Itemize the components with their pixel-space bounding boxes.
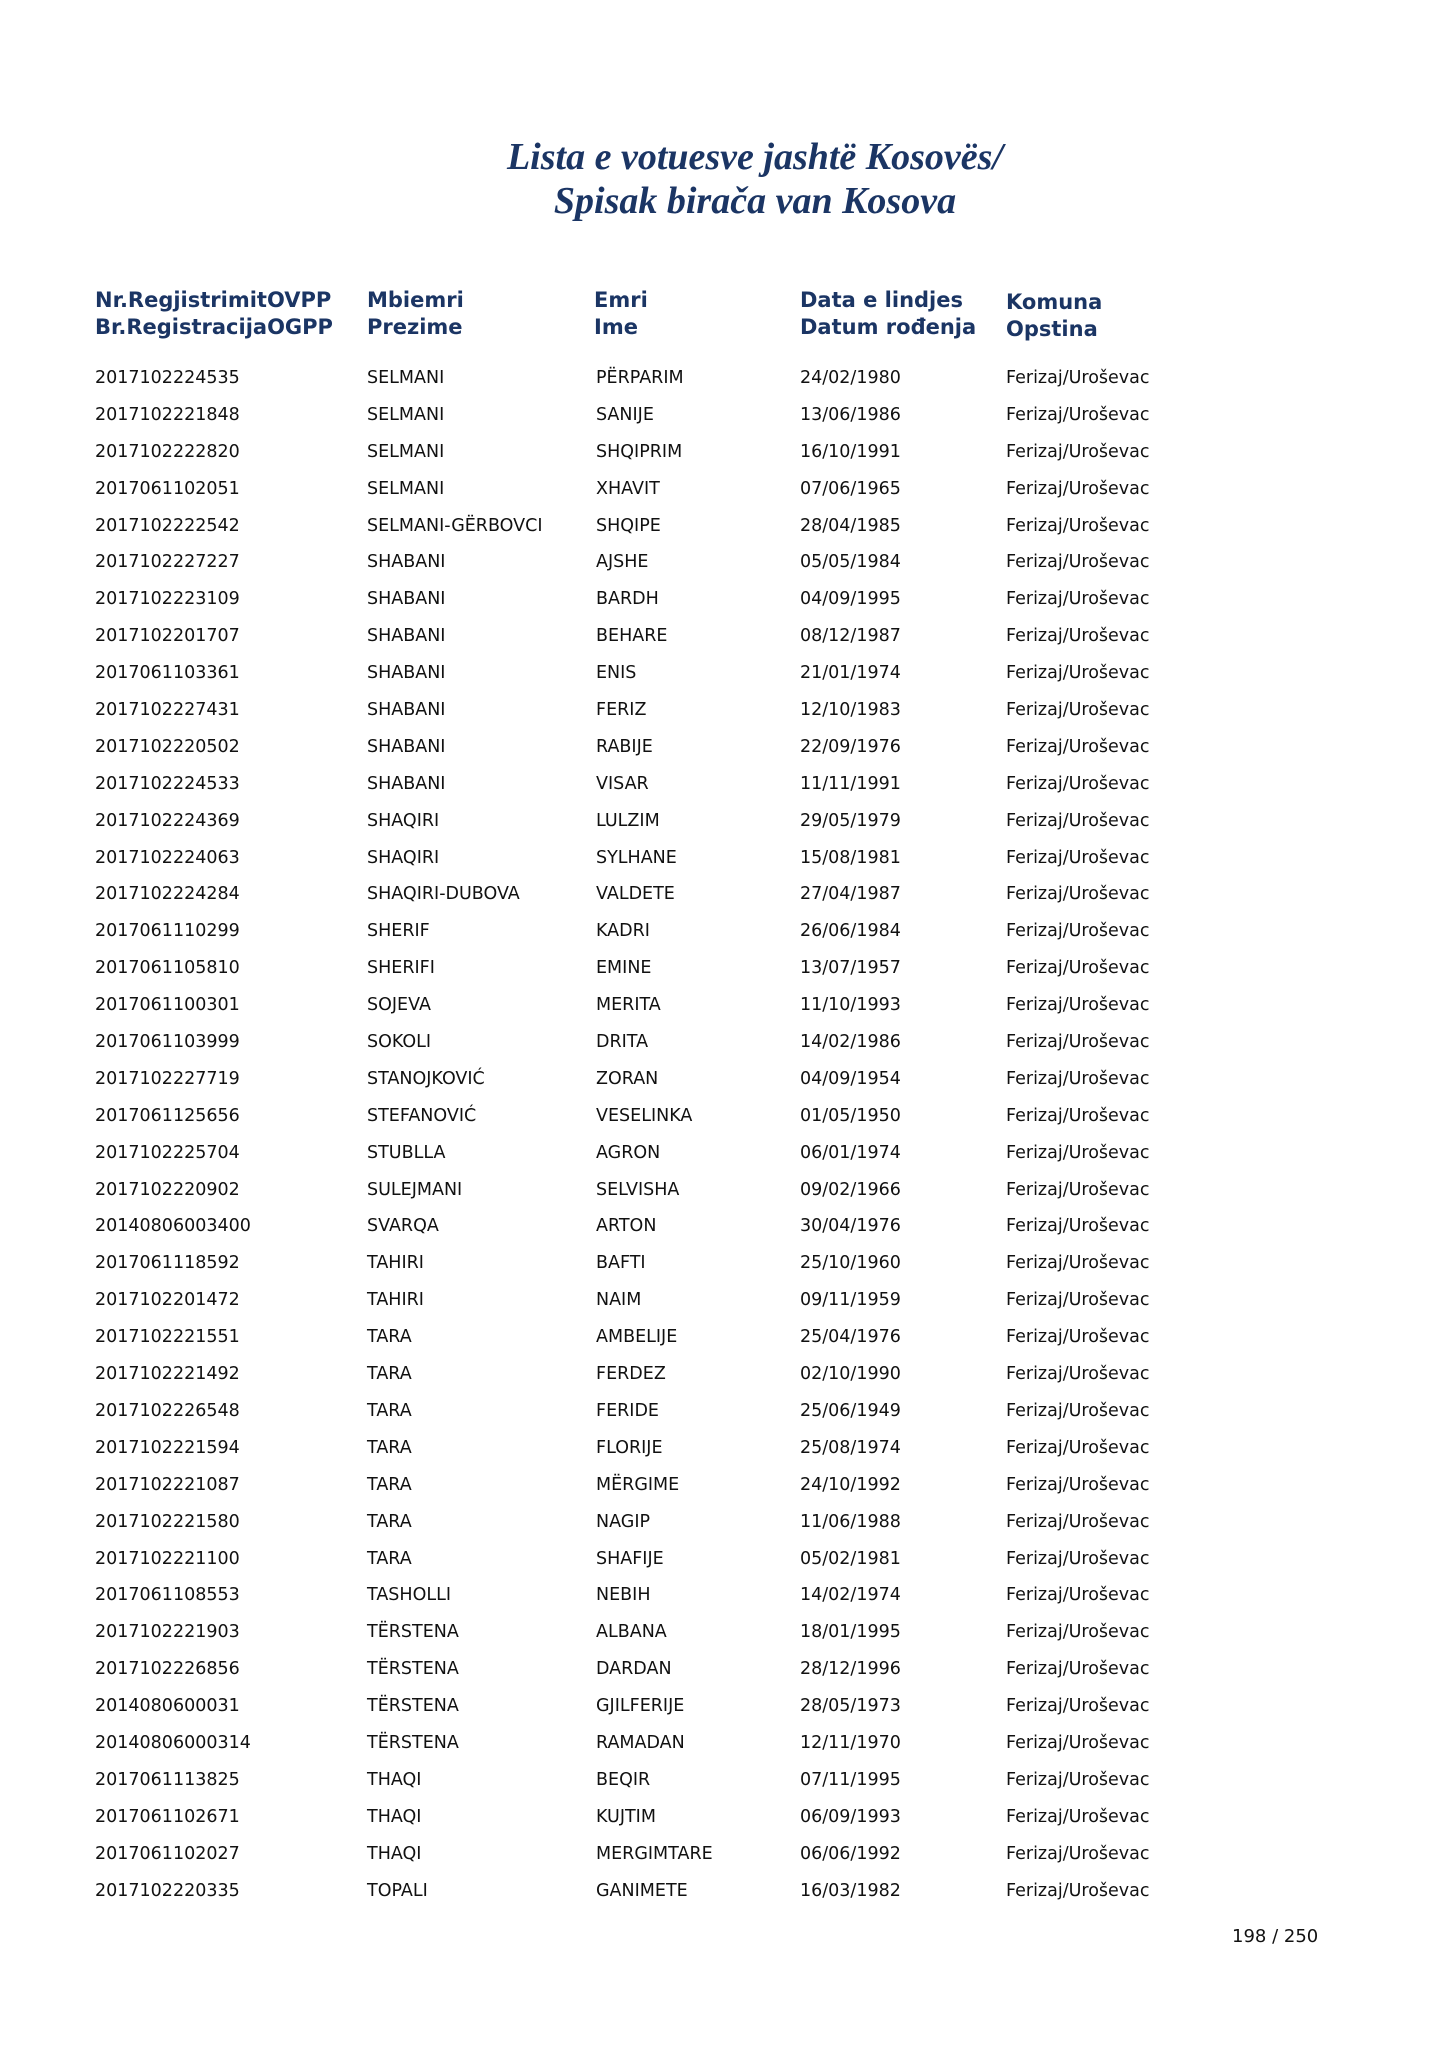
municipality-cell: Ferizaj/Uroševac	[1006, 1732, 1150, 1753]
registration-number-cell: 2017102221551	[95, 1327, 240, 1348]
date-of-birth-cell: 08/12/1987	[800, 626, 901, 647]
table-row	[0, 953, 1448, 990]
name-cell: FLORIJE	[596, 1437, 663, 1458]
name-cell: DRITA	[596, 1032, 649, 1053]
table-row	[0, 1507, 1448, 1544]
municipality-cell: Ferizaj/Uroševac	[1006, 552, 1150, 573]
registration-number-cell: 20140806000314	[95, 1732, 251, 1753]
name-cell: FERIDE	[596, 1400, 659, 1421]
name-cell: SYLHANE	[596, 847, 677, 868]
registration-number-cell: 2017102221580	[95, 1511, 240, 1532]
surname-cell: TARA	[367, 1511, 412, 1532]
registration-number-cell: 2017061118592	[95, 1253, 240, 1274]
name-cell: NEBIH	[596, 1585, 651, 1606]
name-cell: MËRGIME	[596, 1474, 680, 1495]
table-row	[0, 1396, 1448, 1433]
municipality-cell: Ferizaj/Uroševac	[1006, 478, 1150, 499]
header-date-of-birth-sr: Datum rođenja	[800, 315, 977, 339]
header-registration-number-sr: Br.RegistracijaOGPP	[95, 315, 333, 339]
surname-cell: TAHIRI	[367, 1253, 424, 1274]
municipality-cell: Ferizaj/Uroševac	[1006, 1400, 1150, 1421]
registration-number-cell: 2017102226548	[95, 1400, 240, 1421]
surname-cell: TARA	[367, 1548, 412, 1569]
municipality-cell: Ferizaj/Uroševac	[1006, 810, 1150, 831]
name-cell: GANIMETE	[596, 1880, 688, 1901]
voter-list	[0, 363, 1448, 1912]
registration-number-cell: 20140806003400	[95, 1216, 251, 1237]
table-row	[0, 1544, 1448, 1581]
table-row	[0, 1027, 1448, 1064]
table-row	[0, 1876, 1448, 1913]
registration-number-cell: 2017061100301	[95, 995, 240, 1016]
date-of-birth-cell: 25/06/1949	[800, 1400, 901, 1421]
date-of-birth-cell: 02/10/1990	[800, 1364, 901, 1385]
date-of-birth-cell: 07/06/1965	[800, 478, 901, 499]
registration-number-cell: 2017102224063	[95, 847, 240, 868]
date-of-birth-cell: 24/10/1992	[800, 1474, 901, 1495]
registration-number-cell: 2017102221100	[95, 1548, 240, 1569]
date-of-birth-cell: 25/08/1974	[800, 1437, 901, 1458]
surname-cell: SHAQIRI	[367, 810, 440, 831]
municipality-cell: Ferizaj/Uroševac	[1006, 921, 1150, 942]
name-cell: MERITA	[596, 995, 661, 1016]
surname-cell: TËRSTENA	[367, 1659, 459, 1680]
surname-cell: SHABANI	[367, 663, 446, 684]
municipality-cell: Ferizaj/Uroševac	[1006, 736, 1150, 757]
registration-number-cell: 2017102224535	[95, 368, 240, 388]
date-of-birth-cell: 11/06/1988	[800, 1511, 901, 1532]
date-of-birth-cell: 09/11/1959	[800, 1290, 901, 1311]
date-of-birth-cell: 06/01/1974	[800, 1142, 901, 1163]
date-of-birth-cell: 26/06/1984	[800, 921, 901, 942]
name-cell: EMINE	[596, 958, 652, 979]
table-row	[0, 916, 1448, 953]
surname-cell: SHAQIRI	[367, 847, 440, 868]
surname-cell: SHABANI	[367, 736, 446, 757]
registration-number-cell: 2017102224533	[95, 773, 240, 794]
date-of-birth-cell: 16/03/1982	[800, 1880, 901, 1901]
header-date-of-birth	[800, 287, 976, 341]
registration-number-cell: 2017102224284	[95, 884, 240, 905]
date-of-birth-cell: 14/02/1974	[800, 1585, 901, 1606]
table-row	[0, 363, 1448, 400]
name-cell: BEQIR	[596, 1769, 651, 1790]
name-cell: SANIJE	[596, 404, 654, 425]
registration-number-cell: 2017102201707	[95, 626, 240, 647]
date-of-birth-cell: 22/09/1976	[800, 736, 901, 757]
name-cell: KADRI	[596, 921, 650, 942]
date-of-birth-cell: 11/10/1993	[800, 995, 901, 1016]
surname-cell: SHABANI	[367, 700, 446, 721]
registration-number-cell: 2017061110299	[95, 921, 240, 942]
date-of-birth-cell: 13/06/1986	[800, 404, 901, 425]
municipality-cell: Ferizaj/Uroševac	[1006, 441, 1150, 462]
municipality-cell: Ferizaj/Uroševac	[1006, 773, 1150, 794]
table-row	[0, 658, 1448, 695]
surname-cell: SHERIFI	[367, 958, 435, 979]
municipality-cell: Ferizaj/Uroševac	[1006, 1843, 1150, 1864]
document-title-line-2: Spisak birača van Kosova	[553, 180, 957, 222]
table-row	[0, 806, 1448, 843]
registration-number-cell: 2017061113825	[95, 1769, 240, 1790]
name-cell: RABIJE	[596, 736, 653, 757]
header-municipality-sr: Opstina	[1006, 317, 1098, 341]
name-cell: LULZIM	[596, 810, 660, 831]
date-of-birth-cell: 29/05/1979	[800, 810, 901, 831]
municipality-cell: Ferizaj/Uroševac	[1006, 995, 1150, 1016]
municipality-cell: Ferizaj/Uroševac	[1006, 1179, 1150, 1200]
surname-cell: SHAQIRI-DUBOVA	[367, 884, 520, 905]
surname-cell: THAQI	[367, 1806, 422, 1827]
registration-number-cell: 2014080600031	[95, 1696, 240, 1717]
municipality-cell: Ferizaj/Uroševac	[1006, 589, 1150, 610]
name-cell: AJSHE	[596, 552, 649, 573]
surname-cell: TOPALI	[367, 1880, 428, 1901]
registration-number-cell: 2017102225704	[95, 1142, 240, 1163]
municipality-cell: Ferizaj/Uroševac	[1006, 1511, 1150, 1532]
date-of-birth-cell: 12/11/1970	[800, 1732, 901, 1753]
name-cell: ALBANA	[596, 1622, 667, 1643]
municipality-cell: Ferizaj/Uroševac	[1006, 1880, 1150, 1901]
registration-number-cell: 2017102221492	[95, 1364, 240, 1385]
registration-number-cell: 2017102223109	[95, 589, 240, 610]
table-row	[0, 437, 1448, 474]
municipality-cell: Ferizaj/Uroševac	[1006, 1290, 1150, 1311]
municipality-cell: Ferizaj/Uroševac	[1006, 1068, 1150, 1089]
name-cell: FERDEZ	[596, 1364, 666, 1385]
date-of-birth-cell: 06/06/1992	[800, 1843, 901, 1864]
table-row	[0, 1728, 1448, 1765]
surname-cell: TARA	[367, 1327, 412, 1348]
table-row	[0, 879, 1448, 916]
registration-number-cell: 2017061108553	[95, 1585, 240, 1606]
registration-number-cell: 2017061105810	[95, 958, 240, 979]
table-row	[0, 1691, 1448, 1728]
surname-cell: TARA	[367, 1437, 412, 1458]
surname-cell: TËRSTENA	[367, 1696, 459, 1717]
date-of-birth-cell: 28/12/1996	[800, 1659, 901, 1680]
surname-cell: TARA	[367, 1400, 412, 1421]
municipality-cell: Ferizaj/Uroševac	[1006, 1696, 1150, 1717]
name-cell: ENIS	[596, 663, 637, 684]
surname-cell: SOJEVA	[367, 995, 431, 1016]
table-row	[0, 584, 1448, 621]
surname-cell: SHABANI	[367, 552, 446, 573]
registration-number-cell: 2017102221848	[95, 404, 240, 425]
municipality-cell: Ferizaj/Uroševac	[1006, 884, 1150, 905]
date-of-birth-cell: 24/02/1980	[800, 368, 901, 388]
table-row	[0, 695, 1448, 732]
date-of-birth-cell: 01/05/1950	[800, 1105, 901, 1126]
surname-cell: SELMANI	[367, 404, 445, 425]
registration-number-cell: 2017102226856	[95, 1659, 240, 1680]
surname-cell: STUBLLA	[367, 1142, 446, 1163]
table-row	[0, 1654, 1448, 1691]
surname-cell: TAHIRI	[367, 1290, 424, 1311]
name-cell: KUJTIM	[596, 1806, 656, 1827]
name-cell: DARDAN	[596, 1659, 672, 1680]
municipality-cell: Ferizaj/Uroševac	[1006, 1142, 1150, 1163]
registration-number-cell: 2017061103361	[95, 663, 240, 684]
table-row	[0, 1248, 1448, 1285]
municipality-cell: Ferizaj/Uroševac	[1006, 1437, 1150, 1458]
table-row	[0, 1175, 1448, 1212]
surname-cell: TËRSTENA	[367, 1732, 459, 1753]
table-row	[0, 511, 1448, 548]
table-row	[0, 547, 1448, 584]
surname-cell: SELMANI	[367, 478, 445, 499]
date-of-birth-cell: 04/09/1995	[800, 589, 901, 610]
name-cell: RAMADAN	[596, 1732, 685, 1753]
municipality-cell: Ferizaj/Uroševac	[1006, 1253, 1150, 1274]
date-of-birth-cell: 07/11/1995	[800, 1769, 901, 1790]
date-of-birth-cell: 30/04/1976	[800, 1216, 901, 1237]
table-row	[0, 1802, 1448, 1839]
registration-number-cell: 2017102222542	[95, 515, 240, 536]
registration-number-cell: 2017102227227	[95, 552, 240, 573]
table-row	[0, 1064, 1448, 1101]
surname-cell: SHABANI	[367, 773, 446, 794]
table-row	[0, 769, 1448, 806]
table-row	[0, 843, 1448, 880]
table-row	[0, 1470, 1448, 1507]
surname-cell: TARA	[367, 1474, 412, 1495]
table-row	[0, 990, 1448, 1027]
name-cell: MERGIMTARE	[596, 1843, 713, 1864]
registration-number-cell: 2017102227719	[95, 1068, 240, 1089]
registration-number-cell: 2017061102027	[95, 1843, 240, 1864]
date-of-birth-cell: 21/01/1974	[800, 663, 901, 684]
date-of-birth-cell: 05/02/1981	[800, 1548, 901, 1569]
date-of-birth-cell: 25/04/1976	[800, 1327, 901, 1348]
name-cell: FERIZ	[596, 700, 647, 721]
municipality-cell: Ferizaj/Uroševac	[1006, 1216, 1150, 1237]
table-row	[0, 1765, 1448, 1802]
table-row	[0, 1580, 1448, 1617]
header-surname-sr: Prezime	[367, 315, 463, 339]
registration-number-cell: 2017102222820	[95, 441, 240, 462]
date-of-birth-cell: 15/08/1981	[800, 847, 901, 868]
surname-cell: SELMANI	[367, 368, 445, 388]
municipality-cell: Ferizaj/Uroševac	[1006, 515, 1150, 536]
surname-cell: SVARQA	[367, 1216, 439, 1237]
table-row	[0, 1101, 1448, 1138]
surname-cell: SHABANI	[367, 589, 446, 610]
municipality-cell: Ferizaj/Uroševac	[1006, 958, 1150, 979]
date-of-birth-cell: 12/10/1983	[800, 700, 901, 721]
table-row	[0, 1359, 1448, 1396]
name-cell: VALDETE	[596, 884, 675, 905]
name-cell: ZORAN	[596, 1068, 659, 1089]
municipality-cell: Ferizaj/Uroševac	[1006, 1806, 1150, 1827]
table-row	[0, 732, 1448, 769]
municipality-cell: Ferizaj/Uroševac	[1006, 1474, 1150, 1495]
header-name-sq: Emri	[594, 288, 648, 312]
registration-number-cell: 2017102221594	[95, 1437, 240, 1458]
date-of-birth-cell: 28/05/1973	[800, 1696, 901, 1717]
surname-cell: SULEJMANI	[367, 1179, 463, 1200]
registration-number-cell: 2017061125656	[95, 1105, 240, 1126]
date-of-birth-cell: 18/01/1995	[800, 1622, 901, 1643]
surname-cell: TASHOLLI	[367, 1585, 452, 1606]
name-cell: GJILFERIJE	[596, 1696, 685, 1717]
date-of-birth-cell: 27/04/1987	[800, 884, 901, 905]
name-cell: BARDH	[596, 589, 659, 610]
surname-cell: THAQI	[367, 1843, 422, 1864]
municipality-cell: Ferizaj/Uroševac	[1006, 700, 1150, 721]
municipality-cell: Ferizaj/Uroševac	[1006, 1364, 1150, 1385]
municipality-cell: Ferizaj/Uroševac	[1006, 1622, 1150, 1643]
municipality-cell: Ferizaj/Uroševac	[1006, 626, 1150, 647]
table-row	[0, 1322, 1448, 1359]
table-row	[0, 1839, 1448, 1876]
municipality-cell: Ferizaj/Uroševac	[1006, 1327, 1150, 1348]
municipality-cell: Ferizaj/Uroševac	[1006, 1032, 1150, 1053]
page-number: 198 / 250	[1232, 1926, 1319, 1947]
header-name	[594, 287, 648, 341]
municipality-cell: Ferizaj/Uroševac	[1006, 1105, 1150, 1126]
header-surname	[367, 287, 464, 341]
name-cell: NAIM	[596, 1290, 642, 1311]
table-row	[0, 1211, 1448, 1248]
surname-cell: SELMANI	[367, 441, 445, 462]
registration-number-cell: 2017102227431	[95, 700, 240, 721]
registration-number-cell: 2017102221087	[95, 1474, 240, 1495]
table-row	[0, 474, 1448, 511]
date-of-birth-cell: 16/10/1991	[800, 441, 901, 462]
name-cell: ARTON	[596, 1216, 657, 1237]
surname-cell: SHABANI	[367, 626, 446, 647]
registration-number-cell: 2017102220502	[95, 736, 240, 757]
header-municipality-sq: Komuna	[1006, 290, 1103, 314]
name-cell: NAGIP	[596, 1511, 651, 1532]
registration-number-cell: 2017102224369	[95, 810, 240, 831]
name-cell: XHAVIT	[596, 478, 660, 499]
name-cell: SHAFIJE	[596, 1548, 664, 1569]
name-cell: BEHARE	[596, 626, 668, 647]
surname-cell: SELMANI-GËRBOVCI	[367, 515, 543, 536]
surname-cell: STANOJKOVIĆ	[367, 1068, 485, 1089]
document-title-line-1: Lista e votuesve jashtë Kosovës/	[506, 136, 1004, 178]
header-registration-number	[95, 287, 333, 341]
date-of-birth-cell: 28/04/1985	[800, 515, 901, 536]
date-of-birth-cell: 14/02/1986	[800, 1032, 901, 1053]
municipality-cell: Ferizaj/Uroševac	[1006, 1585, 1150, 1606]
municipality-cell: Ferizaj/Uroševac	[1006, 1548, 1150, 1569]
date-of-birth-cell: 13/07/1957	[800, 958, 901, 979]
name-cell: SHQIPRIM	[596, 441, 683, 462]
municipality-cell: Ferizaj/Uroševac	[1006, 1769, 1150, 1790]
header-registration-number-sq: Nr.RegjistrimitOVPP	[95, 288, 332, 312]
municipality-cell: Ferizaj/Uroševac	[1006, 404, 1150, 425]
registration-number-cell: 2017061103999	[95, 1032, 240, 1053]
surname-cell: SHERIF	[367, 921, 430, 942]
registration-number-cell: 2017102221903	[95, 1622, 240, 1643]
registration-number-cell: 2017102220902	[95, 1179, 240, 1200]
date-of-birth-cell: 25/10/1960	[800, 1253, 901, 1274]
table-row	[0, 1285, 1448, 1322]
table-row	[0, 1433, 1448, 1470]
name-cell: BAFTI	[596, 1253, 646, 1274]
date-of-birth-cell: 05/05/1984	[800, 552, 901, 573]
table-row	[0, 1138, 1448, 1175]
date-of-birth-cell: 06/09/1993	[800, 1806, 901, 1827]
name-cell: VESELINKA	[596, 1105, 693, 1126]
name-cell: PËRPARIM	[596, 368, 684, 388]
header-name-sr: Ime	[594, 315, 638, 339]
header-surname-sq: Mbiemri	[367, 288, 464, 312]
surname-cell: SOKOLI	[367, 1032, 432, 1053]
municipality-cell: Ferizaj/Uroševac	[1006, 1659, 1150, 1680]
municipality-cell: Ferizaj/Uroševac	[1006, 847, 1150, 868]
date-of-birth-cell: 04/09/1954	[800, 1068, 901, 1089]
name-cell: VISAR	[596, 773, 649, 794]
table-row	[0, 400, 1448, 437]
surname-cell: THAQI	[367, 1769, 422, 1790]
name-cell: AGRON	[596, 1142, 661, 1163]
surname-cell: TËRSTENA	[367, 1622, 459, 1643]
name-cell: SHQIPE	[596, 515, 661, 536]
table-row	[0, 1617, 1448, 1654]
registration-number-cell: 2017061102051	[95, 478, 240, 499]
surname-cell: STEFANOVIĆ	[367, 1105, 477, 1126]
registration-number-cell: 2017102201472	[95, 1290, 240, 1311]
name-cell: SELVISHA	[596, 1179, 680, 1200]
header-date-of-birth-sq: Data e lindjes	[800, 288, 963, 312]
date-of-birth-cell: 09/02/1966	[800, 1179, 901, 1200]
registration-number-cell: 2017061102671	[95, 1806, 240, 1827]
municipality-cell: Ferizaj/Uroševac	[1006, 663, 1150, 684]
name-cell: AMBELIJE	[596, 1327, 678, 1348]
surname-cell: TARA	[367, 1364, 412, 1385]
municipality-cell: Ferizaj/Uroševac	[1006, 368, 1150, 388]
table-row	[0, 621, 1448, 658]
header-municipality	[1006, 289, 1102, 343]
date-of-birth-cell: 11/11/1991	[800, 773, 901, 794]
registration-number-cell: 2017102220335	[95, 1880, 240, 1901]
